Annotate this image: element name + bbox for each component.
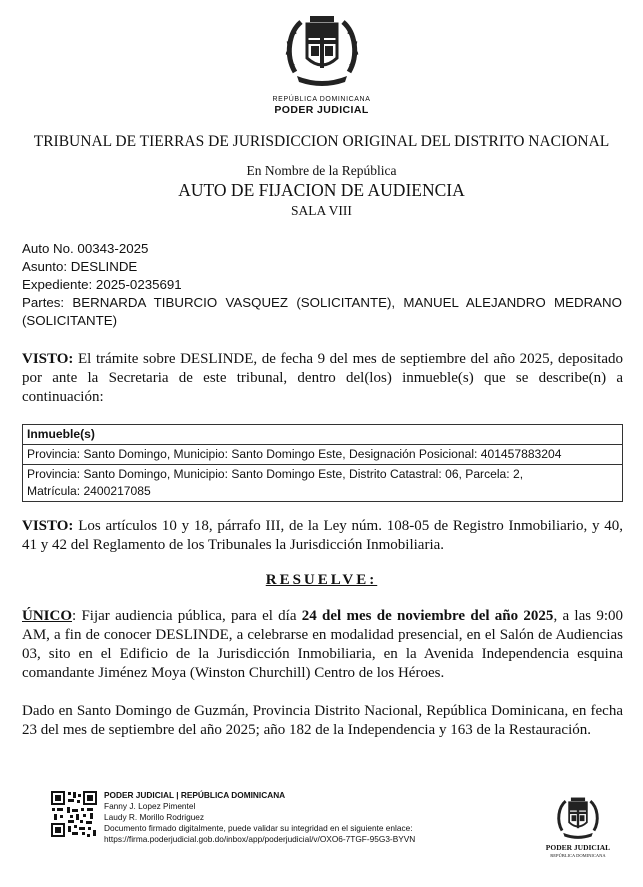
visto-articulos [22,517,623,555]
signer-name: Fanny J. Lopez Pimentel [104,801,196,811]
unico-text-before: : Fijar audiencia pública, para el día [72,608,302,624]
resuelve-heading: RESUELVE: [265,572,378,588]
en-nombre-republica: En Nombre de la República [246,163,397,178]
case-meta [22,240,622,330]
signature-footer [104,790,524,845]
seal-republica: REPÚBLICA DOMINICANA [550,853,606,858]
asunto: Asunto: DESLINDE [22,259,138,274]
auto-number: Auto No. 00343-2025 [22,241,149,256]
seal-poder-judicial: PODER JUDICIAL [545,843,611,852]
validation-note: Documento firmado digitalmente, puede validar su integridad en el siguiente enlace: [104,823,413,833]
visto-tramite-text: El trámite sobre DESLINDE, de fecha 9 del mes de septiembre del año 2025, depositado por ante la Secretaria de este tribunal, dentro del(los) inmueble(s) que se describe(n) a continuación: [22,351,623,405]
dado-paragraph: Dado en Santo Domingo de Guzmán, Provincia Distrito Nacional, República Dominicana, en fecha 23 del mes de septiembre del año 2025; año 182 de la Independencia y 163 de la Restauración. [22,703,623,738]
visto-label: VISTO: [22,351,74,367]
footer-header: PODER JUDICIAL | REPÚBLICA DOMINICANA [104,790,286,800]
visto-label: VISTO: [22,518,74,534]
hearing-date: 24 del mes de noviembre del año 2025 [301,608,554,624]
qr-code-icon [50,790,98,838]
unico-text-after: , a las 9:00 AM, a fin de conocer DESLINDE, a celebrarse en modalidad presencial, en el Salón de Audiencias 03, sito en el Edificio de la Jurisdicción Inmobiliaria, en la Avenida Independencia esquina comandante Jiménez Moya (Winston Churchill) Centro de los Héroes. [22,608,624,681]
expediente: Expediente: 2025-0235691 [22,277,182,292]
unico-paragraph [22,607,623,683]
visto-tramite [22,350,623,407]
sala-label: SALA VIII [291,203,352,218]
inmuebles-table [22,424,623,502]
visto-articulos-text: Los artículos 10 y 18, párrafo III, de la Ley núm. 108-05 de Registro Inmobiliario, y 40, 41 y 42 del Reglamento de los Tribunales la Jurisdicción Inmobiliaria. [22,518,623,553]
partes: Partes: BERNARDA TIBURCIO VASQUEZ (SOLICITANTE), MANUEL ALEJANDRO MEDRANO (SOLICITANTE) [22,295,622,328]
inmueble-row: Provincia: Santo Domingo, Municipio: Santo Domingo Este, Designación Posicional: 401457883204 [27,447,562,461]
inmueble-row [23,464,622,501]
coat-of-arms-seal-icon [556,794,600,840]
unico-label: ÚNICO [22,608,73,624]
coat-of-arms-logo [285,10,359,88]
document-title: AUTO DE FIJACION DE AUDIENCIA [178,180,465,200]
header-poder-judicial: PODER JUDICIAL [274,104,369,116]
validation-link[interactable]: https://firma.poderjudicial.gob.do/inbox/app/poderjudicial/v/OXO6-7TGF-95G3-BYVN [104,834,416,844]
inmuebles-header: Inmueble(s) [23,425,622,445]
inmueble-row-line: Matrícula: 2400217085 [27,484,151,498]
signer-name: Laudy R. Morillo Rodriguez [104,812,205,822]
inmueble-row-line: Provincia: Santo Domingo, Municipio: Santo Domingo Este, Distrito Catastral: 06, Parcela: 2, [27,467,524,481]
header-republica: REPÚBLICA DOMINICANA [272,96,371,103]
tribunal-name: TRIBUNAL DE TIERRAS DE JURISDICCION ORIGINAL DEL DISTRITO NACIONAL [33,133,610,150]
